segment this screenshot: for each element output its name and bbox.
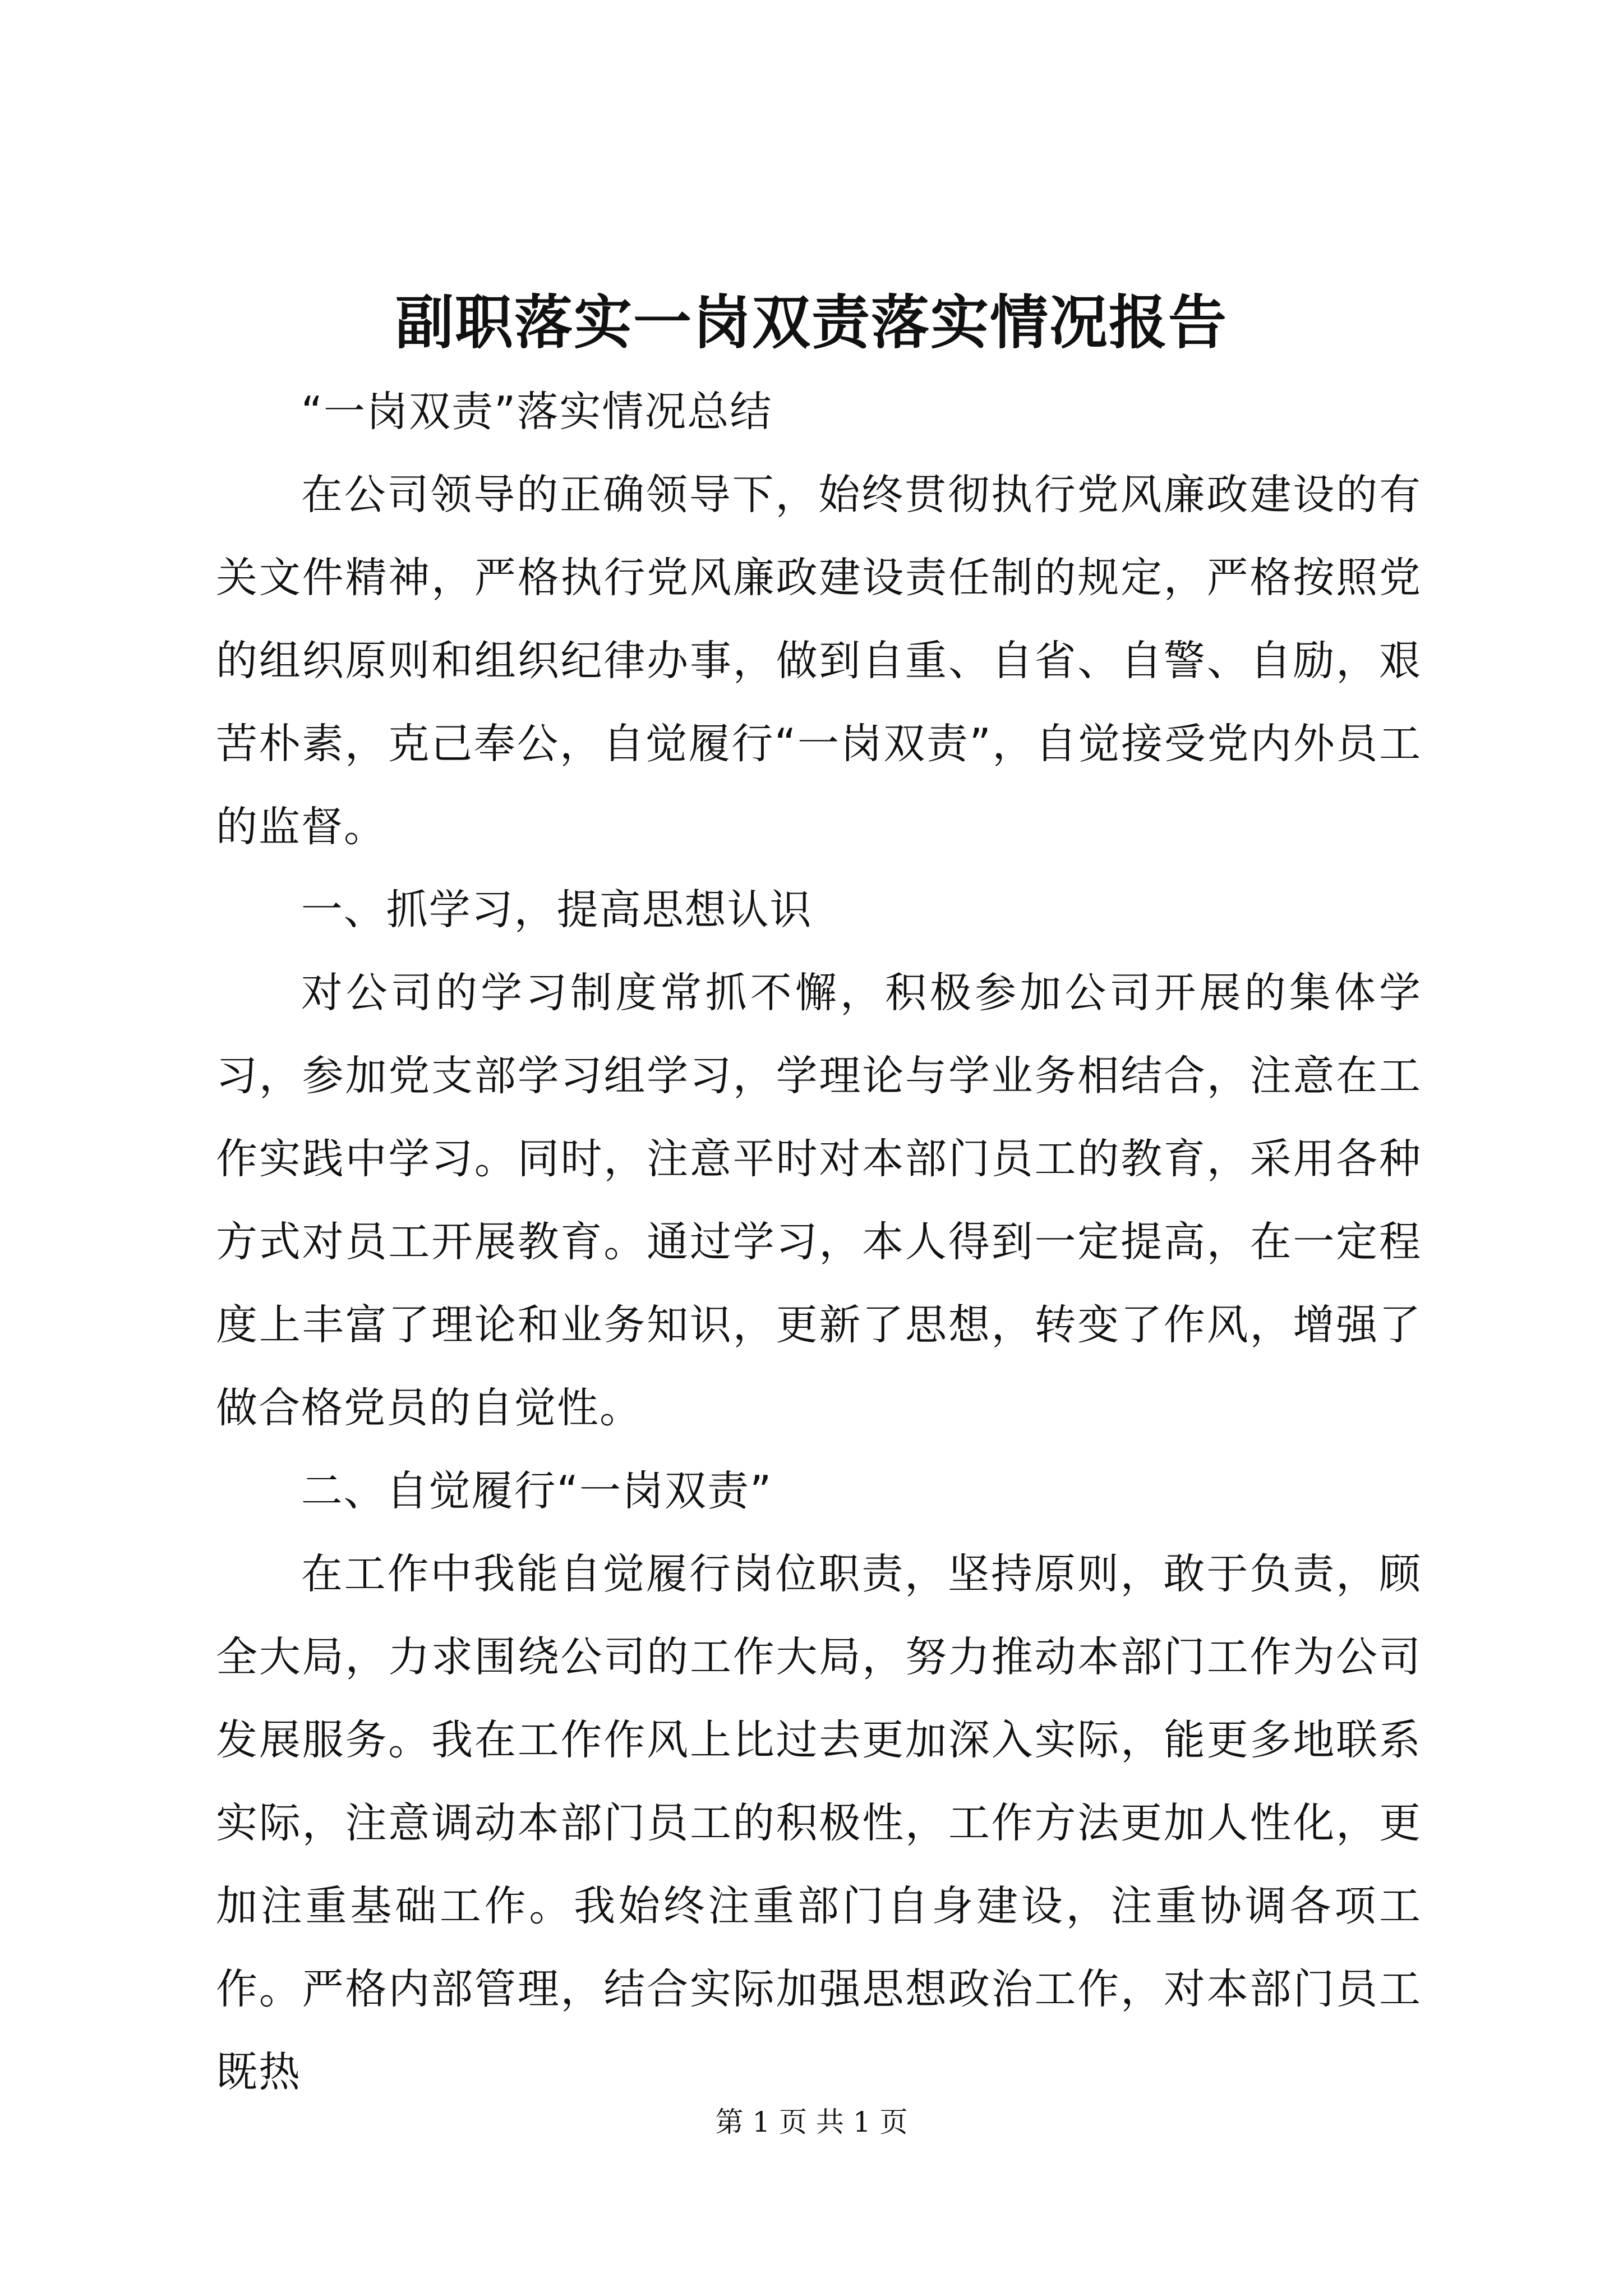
section-heading-duty: 二、自觉履行“一岗双责” [301,1467,773,1515]
section-heading-study: 一、抓学习，提高思想认识 [301,886,813,934]
document-title: 副职落实一岗双责落实情况报告 [395,288,1228,357]
body-paragraph: 在公司领导的正确领导下，始终贯彻执行党风廉政建设的有关文件精神，严格执行党风廉政建设责任制的规定，严格按照党的组织原则和组织纪律办事，做到自重、自省、自警、自励，艰苦朴素，克己奉公，自觉履行“一岗双责”，自觉接受党内外员工的监督。 [216,471,1422,851]
body-paragraph: 在工作中我能自觉履行岗位职责，坚持原则，敢于负责，顾全大局，力求围绕公司的工作大局，努力推动本部门工作为公司发展服务。我在工作作风上比过去更加深入实际，能更多地联系实际，注意调动本部门员工的积极性，工作方法更加人性化，更加注重基础工作。我始终注重部门自身建设，注重协调各项工作。严格内部管理，结合实际加强思想政治工作，对本部门员工既热 [216,1550,1422,2096]
section-heading-summary: “一岗双责”落实情况总结 [301,388,773,436]
page-footer: 第 1 页 共 1 页 [715,2106,908,2138]
body-paragraph: 对公司的学习制度常抓不懈，积极参加公司开展的集体学习，参加党支部学习组学习，学理论与学业务相结合，注意在工作实践中学习。同时，注意平时对本部门员工的教育，采用各种方式对员工开展教育。通过学习，本人得到一定提高，在一定程度上丰富了理论和业务知识，更新了思想，转变了作风，增强了做合格党员的自觉性。 [216,969,1422,1432]
document-body [216,370,1422,2114]
